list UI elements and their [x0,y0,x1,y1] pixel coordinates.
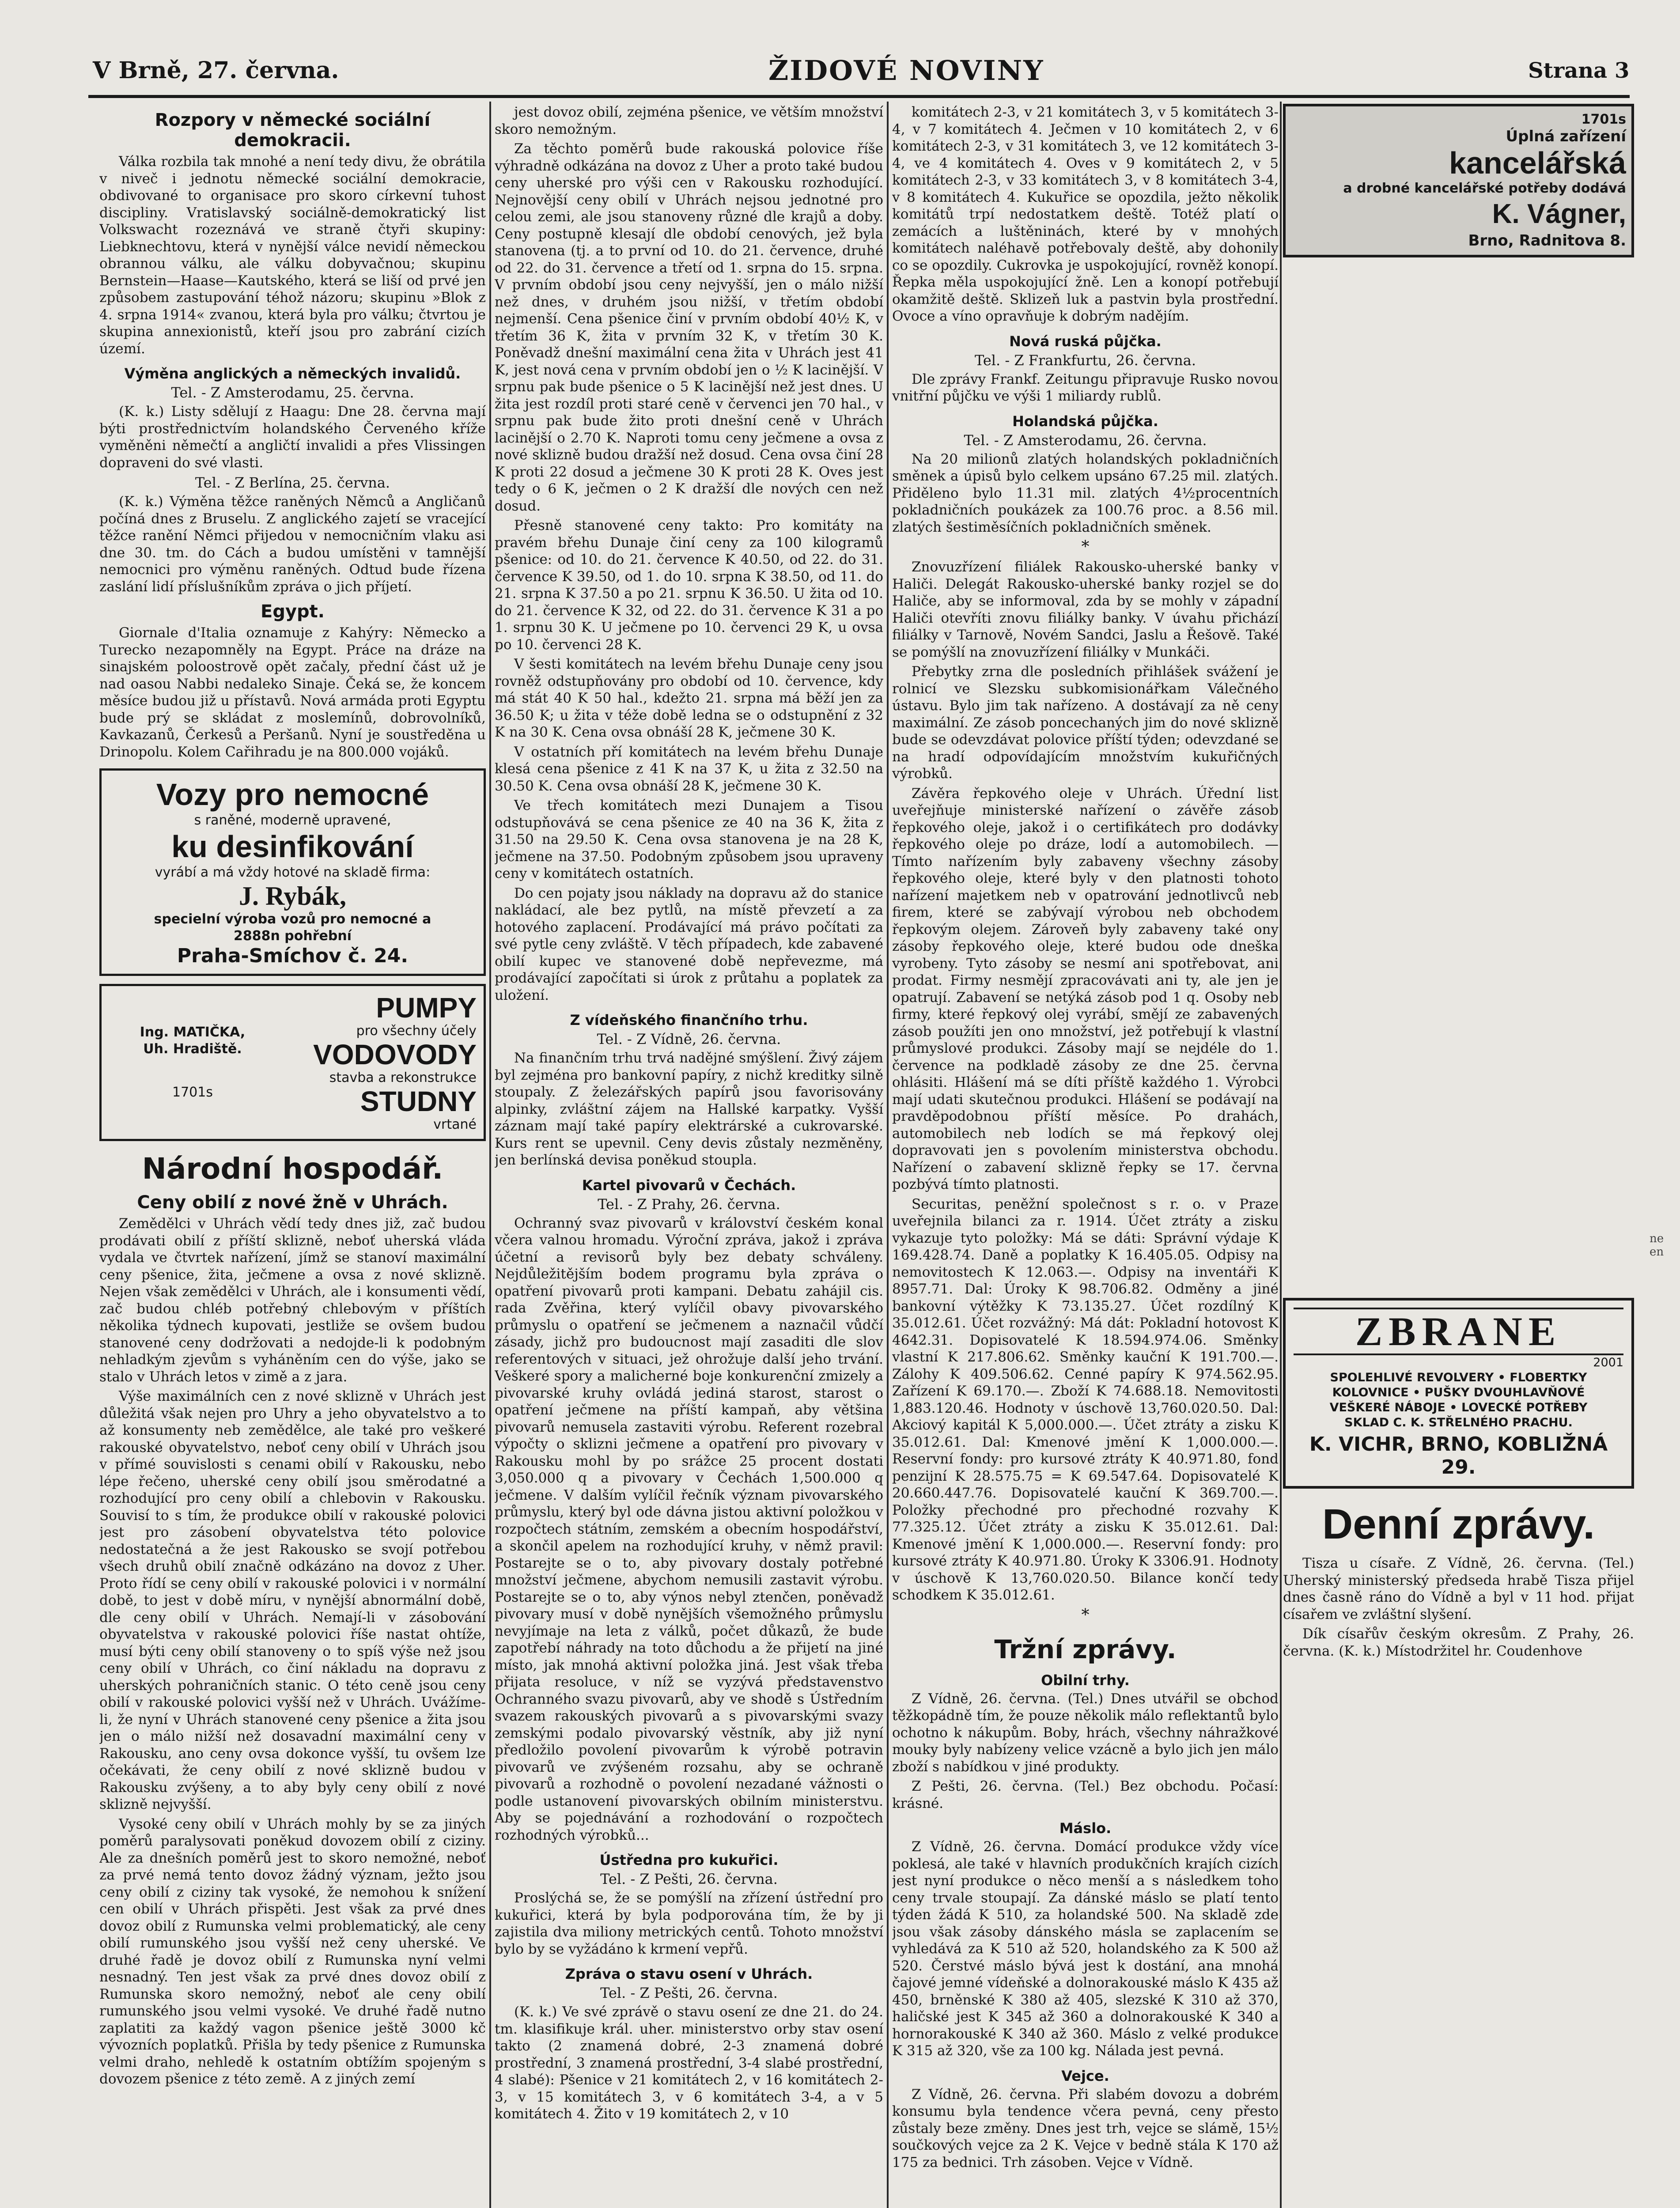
column-3 [892,104,1279,2208]
advertisement-pumpy [99,984,486,1141]
margin-fragment: ne en [1650,1232,1664,1259]
ad-line: SKLAD C. K. STŘELNÉHO PRACHU. [1344,1416,1573,1429]
advertisement-vozy [99,768,486,976]
ad-line: s raněné, moderně upravené, [194,813,391,828]
article-body: Z Vídně, 26. června. Domácí produkce vždy více poklesá, ale také v hlavních produkčních krajích cizích jest nyní produkce o něco menší a s následkem toho ceny trvale stoupají. Za dánské máslo se platí tento týden žádá K 510, za holandské 500. Na skladě zde jsou však zásoby dánského másla se zaplacením se vyhledává za K 510 až 520, holandského za K 500 až 520. Čerstvé máslo bývá jest k dostání, ana mnohá čajové jemné vídeňské a dolnorakouské máslo K 435 až 450, brněnské K 380 až 405, slezské K 310 až 370, haličské jest K 345 až 360 a dolnorakouské K 340 a hornorakouské K 340 až 360. Máslo z velké produkce K 315 až 320, vše za 100 kg. Nálada jest pevná. [892,1839,1279,2059]
dateline: Tel. - Z Berlína, 25. června. [195,474,390,491]
article-title-obilni-trhy: Obilní trhy. [1041,1671,1130,1689]
article-title-stav-oseni: Zpráva o stavu osení v Uhrách. [565,1966,813,1982]
ad-code: 2001 [1593,1356,1623,1369]
ad-line: VEŠKERÉ NÁBOJE • LOVECKÉ POTŘEBY [1329,1401,1588,1414]
column-divider [887,102,889,2208]
article-body: Z Vídně, 26. června. (Tel.) Dnes utvářil se obchod těžkopádně tím, že pouze několik málo reflektantů bylo ochotno k nákupům. Boby, hrách, všechny náhražkové mouky byly nabízeny velice vzácně a bylo jich jen málo zboží s nabídkou v jiné produkty. [892,1690,1279,1775]
article-body: Přebytky zrna dle posledních přihlášek svážení je rolnicí ve Slezsku subkomisionářkam Válečného ústavu. Bylo jim tak nařízeno. A dostávají za ně ceny maximální. Ze zásob poncechaných jim do nové sklizně bude se odevzdávat polovice příští týden; odevzdané se na hradí odpovídajícím množstvím kukuřičných výrobků. [892,664,1279,782]
ad-product: PUMPY [376,992,477,1024]
article-body: Na finančním trhu trvá nadějné smýšlení. Živý zájem byl zejména pro bankovní papíry, z nichž kreditky silně stoupaly. Z železářských papírů jsou favorisovány alpinky, zvláštní zájem na Hallské karpatky. Vyšší záznam mají také papíry elektrárské a cukrovarské. Kurs rent se upevnil. Ceny devis zůstaly nezměněny, jen berlínská devisa poněkud stoupla. [495,1050,883,1168]
ad-line: Úplná zařízení [1506,128,1626,145]
article-body: (K. k.) Ve své zprávě o stavu osení ze dne 21. do 24. tm. klasifikuje král. uher. ministerstvo orby stav osení takto (2 znamená dobré, 2-3 znamená dobré prostřední, 3 znamená prostřední, 3-4 slabé prostřední, 4 slabé): Pšenice v 21 komitátech 2, v 16 komitátech 2-3, v 15 komitátech 3, v 6 komitátech 3-4, a v 5 komitátech 4. Žito v 19 komitátech 2, v 10 [495,2004,883,2122]
dateline: Tel. - Z Pešti, 26. června. [600,1871,778,1887]
ad-firm-name: J. Rybák, [239,881,346,911]
article-body: Za těchto poměrů bude rakouská polovice říše výhradně odkázána na dovoz z Uher a proto také budou ceny uherské pro výši cen v Rakousku rozhodující. Nejnovější ceny obilí v Uhrách nejsou jednotné pro celou zemi, ale jsou stanoveny různé dle krajů a doby. Ceny postupně klesají dle období cenových, jež byla stanovena (tj. a to první od 10. do 21. července, druhé od 22. do 31. července a třetí od 1. srpna do 15. srpna. V prvním období jsou ceny nejvyšší, jen o málo nižší než dnes, v druhém jsou nižší, v třetím období nejmenší. Cena pšenice činí v prvním období 40½ K, v třetím 36 K, žita v prvním 32 K, v třetím 30 K. Poněvadž dnešní maximální cena žita v Uhrách jest 41 K, jest nová cena v prvním období jen o ½ K lacinější. V srpnu pak bude pšenice o 5 K lacinější než jest dnes. U žita jest rozdíl proti staré ceně v červenci jen 70 hal., v srpnu pak bude žito proti dnešní ceně v Uhrách lacinější o 2.70 K. Naproti tomu ceny ječmene a ovsa z nové sklizně budou dražší než dosud. Cena ovsa činí 28 K proti 22 dosud a ječmene 30 K proti 28 K. Oves jest tedy o 6 K, ječmen o 2 K dražší dle nových cen než dosud. [495,141,883,514]
header-masthead: ŽIDOVÉ NOVINY [768,54,1044,87]
ad-line: SPOLEHLIVÉ REVOLVERY • FLOBERTKY [1330,1371,1587,1384]
article-title-ustredna: Ústředna pro kukuřici. [599,1852,779,1868]
article-title-kartel: Kartel pivovarů v Čechách. [582,1176,796,1194]
article-body: Securitas, peněžní společnost s r. o. v Praze uveřejnila bilanci za r. 1914. Účet ztráty a zisku vykazuje tyto položky: Má se dáti: Správní výdaje K 169.428.74. Daně a poplatky K 16.405.05. Odpisy na nemovitostech K 12.063.—. Odpisy na inventáři K 8957.71. Dal: Úroky K 98.706.82. Odměny a jiné bankovní výtěžky K 73.135.27. Účet rozdílný K 35.012.61. Účet rozvážný: Má dát: Pokladní hotovost K 4642.31. Dopisovatelé K 18.594.974.06. Směnky vlastní K 217.806.62. Směnky kauční K 191.700.—. Zálohy K 409.506.62. Cenné papíry K 974.562.95. Zařízení K 69.170.—. Zboží K 74.688.18. Nemovitosti 1,883.120.46. Hodnoty v úschově 13,760.020.50. Dal: Akciový kapitál K 5,000.000.—. Účet ztráty a zisku K 35.012.61. Dal: Kmenové jmění K 1,000.000.—. Reservní fondy: pro kursové ztráty K 40.971.80, fond penzijní K 28.575.75 = K 69.547.64. Dopisovatelé K 20.660.447.76. Dopisovatelé kauční K 369.700.—. Položky přechodné pro přechodné rozvahy K 77.325.12. Účet ztráty a zisku K 35.012.61. Dal: Kmenové jmění K 1,000.000.—. Reservní fondy: pro kursové ztráty K 40.971.80. Úroky K 3306.91. Hodnoty v úschově K 13,760.020.50. Bilance končí tedy schodkem K 35.012.61. [892,1196,1279,1603]
advertisement-vagner [1283,104,1634,257]
section-separator: * [1081,1606,1090,1624]
article-body: Na 20 milionů zlatých holandských pokladničních směnek a úpisů bylo celkem upsáno 67.25 mil. zlatých. Přiděleno bylo 11.31 mil. zlatých 4½procentních pokladničních poukázek za 100.76 proc. a 8.56 mil. zlatých šestiměsíčních pokladničních směnek. [892,451,1279,535]
ad-product-note: vrtané [433,1117,477,1132]
ad-firm-name: K. Vágner, [1492,199,1626,229]
ad-line: KOLOVNICE • PUŠKY DVOUHLAVŇOVÉ [1332,1386,1585,1399]
article-title-egypt: Egypt. [261,601,325,622]
article-body: (K. k.) Výměna těžce raněných Němců a Angličanů počíná dnes z Bruselu. Z anglického zajetí se vracející těžce ranění Němci přijedou v nemocničním vlaku asi dne 30. tm. do Cách a budou umístěni v tamnější nemocnici pro výměnu raněných. Odtud bude řízena zaslání lidí příslušníkům zpráva o jich příjetí. [99,494,486,595]
article-title-rozpory: Rozpory v německé sociální demokracii. [155,110,431,151]
section-title-denni-zpravy: Denní zprávy. [1322,1501,1595,1548]
ad-firm-town: Uh. Hradiště. [143,1041,242,1057]
dateline: Tel. - Z Frankfurtu, 26. června. [974,352,1196,369]
column-divider [1280,102,1282,2208]
ad-address: Praha-Smíchov č. 24. [177,945,409,967]
column-2 [495,104,883,2208]
ad-product: STUDNY [360,1085,477,1117]
article-body: Ochranný svaz pivovarů v království českém konal včera valnou hromadu. Výroční zpráva, jakož i zpráva účetní a revisorů byly bez debaty schváleny. Nejdůležitějším bodem programu byla zpráva o opatření pivovarů proti kampani. Debatu zahájil cis. rada Zvěřina, který vylíčil obavy pivovarského průmyslu o opatření se ječmenem a naznačil vůdčí zásady, jichž pro budoucnost mají zasaditi dle slov referentových v situaci, jež ohrožuje další jeho trvání. Veškeré spory a malicherné boje konkurenční zmizely a pivovarské kruhy ovládá jediná starost, starost o opatření ječmene na příští kampaň, aby většina pivovarů nemusela zastaviti výrobu. Referent rozebral výpočty o sklizni ječmene a opatření pro pivovary v Rakousku mohl by po srážce 25 procent dostati 3,050.000 q a pivovary v Čechách 1,500.000 q ječmene. V dalším vylíčil řečník význam pivovarského průmyslu, který byl ode dávna jistou aktivní položkou v rozpočtech státním, zemském a obecním hospodářství, a skončil apelem na rozhodující kruhy, v němž pravil: Postarejte se o to, aby pivovary dostaly potřebné množství ječmene, abychom nemusili zastavit výrobu. Postarejte se o to, aby výnos nebyl ztenčen, poněvadž pivovary musí v době nynějších všemožného průmyslu nevyjímaje na leta z válků, počet důkazů, že bude zapotřebí náhrady na toto důchodu a že přijetí na jiné místo, jak mnohá aktivní položka jiná. Jest však třeba přijata resoluce, v níž se vyzývá představenstvo Ochranného svazu pivovarů, aby ve shodě s Ústředním svazem rakouských pivovarů a s pivovarskými svazy zemskými podalo pivovarský věstník, aby již nyní předložilo povolení pivovarům k výrobě potravin pivovarů ve zvýšeném rozsahu, aby se ochraně pivovarů a rozhodně o povolení nezadané vážnosti o podle ustanovení pivovarských obilním ministerstvu. Aby se pojednávání a rozhodování o rozpočtech rozhodných výrobků... [495,1215,883,1843]
ad-headline: ku desinfikování [171,829,414,864]
article-body: jest dovoz obilí, zejména pšenice, ve větším množství skoro nemožným. [495,104,883,137]
article-body: Dle zprávy Frankf. Zeitungu připravuje Rusko novou vnitřní půjčku ve výši 1 miliardy rublů. [892,371,1279,404]
article-title-holandska: Holandská půjčka. [1012,412,1158,430]
article-body: Ve třech komitátech mezi Dunajem a Tisou odstupňovává se cena pšenice ze 40 na 36 K, žita z 31.50 na 29.50 K. Cena ovsa stanovena je na 28 K, ječmene na 37.50. Podobným způsobem jsou upraveny ceny v komitátech ostatních. [495,798,883,881]
ad-firm [109,1024,276,1101]
dateline: Tel. - Z Pešti, 26. června. [600,1985,778,2001]
article-body: komitátech 2-3, v 21 komitátech 3, v 5 komitátech 3-4, v 7 komitátech 4. Ječmen v 10 komitátech 2, v 6 komitátech 2-3, v 31 komitátech 3, ve 12 komitátech 3-4, ve 4 komitátech 4. Oves v 9 komitátech 2, v 5 komitátech 2-3, v 33 komitátech 3, v 8 komitátech 3-4, v 8 komitátech 4. Kukuřice se opozdila, ježto několik komitátů trpí nedostatkem deště. Totéž platí o zemácích a luštěninách, které by v mnohých komitátech naléhavě potřebovaly deště, aby dohonily co se opozdily. Cukrovka je uspokojující, rovněž konopí. Řepka měla uspokojující žně. Len a konopí potřebují okamžitě deště. Sklizeň luk a pastvin byla prostřední. Ovoce a víno opravňuje k dobrým nadějím. [892,104,1279,324]
article-body: (K. k.) Listy sdělují z Haagu: Dne 28. června mají býti prostřednictvím holandského Červeného kříže vyměněni němečtí a angličtí invalidi a přes Vlissingen dopraveni do své vlasti. [99,404,486,471]
article-title-ceny: Ceny obilí z nové žně v Uhrách. [137,1192,448,1213]
dateline: Tel. - Z Amsterodamu, 26. června. [964,431,1207,449]
column-4 [1283,104,1634,2208]
article-body: Znovuzřízení filiálek Rakousko-uherské banky v Haliči. Delegát Rakousko-uherské banky rozjel se do Haliče, aby se informoval, zda by se mohly v západní Haliči otevříti znovu filiálky banky. V úvahu přichází filiálky v Tarnově, Novém Sandci, Jaslu a Řešově. Také se pomýšlí na znovuzřízení filiálky v Munkáči. [892,559,1279,660]
article-title-vejce: Vejce. [1061,2067,1109,2084]
column-empty-area [1283,266,1634,1282]
column-1 [99,104,486,2208]
ad-product: VODOVODY [313,1039,477,1070]
ad-line: a drobné kancelářské potřeby dodává [1343,181,1626,196]
article-body-rozpory: Válka rozbila tak mnohé a není tedy divu, že obrátila v niveč i jednotu německé sociální demokracie, obdivované to organisace pro skoro církevní tuhost discipliny. Vratislavský sociálně-demokratický list Volkswacht rozeznává ve straně čtyři skupiny: Liebknechtovu, která v nynější válce nevidí německou obrannou válku, ale válku dobyvačnou; skupinu Bernstein—Haase—Kautského, která se liší od prvé jen způsobem zastupování téhož názoru; skupinu »Blok z 4. srpna 1914« zvanou, která byla pro válku; čtvrtou je skupina annexionistů, kteří jsou pro zabrání cizích území. [99,154,486,357]
ad-line: 2888n pohřební [234,928,352,944]
ad-offer [282,992,477,1133]
article-body: Závěra řepkového oleje v Uhrách. Úřední list uveřejňuje ministerské nařízení o závěře zásob řepkového oleje, jakož i o certifikátech pro dodávky řepkového oleje po dráze, lodí a automobilech. — Tímto nařízením byly zabaveny všechny zásoby řepkového oleje, které byly v den platnosti tohoto nařízení majetkem neb v opatrování jednotlivců neb firem, které se zabývají výrobou neb obchodem řepkovým olejem. Zároveň byly zabaveny také ony zásoby řepkového oleje, které budou ode dneška vyrobeny. Tyto zásoby se nesmí ani spotřebovat, ani prodat. Firmy nesmějí zpracovávati ani ty, ale jen je opatrují. Zabavení se netýká zásob pod 1 q. Osoby neb firmy, které řepkový olej vyrábí, smějí ze zabavených zásob použíti jen ono množství, jež potřebují k vlastní průmyslové produkci. Zásoby mají se nejdéle do 1. července na podkladě zásoby ze dne 25. června ohlásiti. Hlášení má se díti příště každého 1. Výrobci mají udati skutečnou produkci. Hlášení se podávají na pravděpodobnou příští měsíce. Po drahách, automobilech neb lodích se má řepkový olej dopravovati jen s povolením ministerstva obchodu. Nařízení o zabavení sklizně řepky se 17. června pozbývá tímto platnosti. [892,785,1279,1192]
section-separator: * [1081,538,1090,556]
advertisement-zbrane [1283,1298,1634,1489]
article-title-nova-pujcka: Nová ruská půjčka. [1009,333,1162,350]
article-body: V šesti komitátech na levém břehu Dunaje ceny jsou rovněž odstupňovány pro období od 10. července, kdy má stát 40 K 50 hal., kdežto 21. srpna má běží jen za 36.50 K; u žita v téže době ledna se o odstupnění z 32 K na 30 K. Cena ovsa obnáší 28 K, ječmene 30 K. [495,656,883,740]
ad-firm-name: Ing. MATIČKA, [140,1025,246,1040]
article-body: Tisza u císaře. Z Vídně, 26. června. (Tel.) Uherský ministerský předseda hrabě Tisza přijel dnes časně ráno do Vídně a byl v 11 hod. přijat císařem ve zvláštní slyšení. [1283,1555,1634,1622]
article-body: Z Vídně, 26. června. Při slabém dovozu a dobrém konsumu byla tendence včera pevná, ceny přesto zůstaly beze změny. Dnes jest trh, vejce se slámě, 15½ součkových vejce za 2 K. Vejce v bedně stála K 170 až 175 za bednici. Trh zásoben. Vejce v Vídně. [892,2086,1279,2170]
ad-address: K. VICHR, BRNO, KOBLIŽNÁ 29. [1309,1433,1608,1478]
ad-code: 1701s [172,1085,213,1100]
header-rule [88,95,1630,98]
article-title-maslo: Máslo. [1059,1820,1112,1837]
article-body: Dík císařův českým okresům. Z Prahy, 26. června. (K. k.) Místodržitel hr. Coudenhove [1283,1626,1634,1659]
ad-line: vyrábí a má vždy hotové na skladě firma: [155,865,431,880]
article-body: Vysoké ceny obilí v Uhrách mohly by se za jiných poměrů paralysovati poněkud dovozem obilí z ciziny. Ale za dnešních poměrů jest to skoro nemožné, neboť za prvé nemá tento dovoz žádný význam, ježto jsou ceny obilí z ciziny tak vysoké, že nemohou k snížení cen obilí v Uhrách přispěti. Jest však za prvé dnes dovoz obilí z Rumunska velmi problematický, ale ceny obilí rumunského jsou vyšší než ceny uherské. Ve druhé řadě je dovoz obilí z Rumunska nyní velmi nesnadný. Ten jest však za prvé dnes dovoz obilí z Rumunska skoro nemožný, neboť ale ceny obilí rumunského jsou velmi vysoké. Ve druhé řadě nutno zaplatiti za každý vagon pšenice ještě 3000 kč vývozních poplatků. Přišla by tedy pšenice z Rumunska velmi draho, nehledě k ostatním obtížím spojeným s dovozem pšenice z této země. A z jiných zemí [99,1816,486,2087]
article-title-vid: Z vídeňského finančního trhu. [570,1012,808,1028]
dateline: Tel. - Z Prahy, 26. června. [598,1195,780,1213]
article-body: Výše maximálních cen z nové sklizně v Uhrách jest důležitá však nejen pro Uhry a jeho obyvatelstvo a to až konsumenty neb zemědělce, ale také pro veškeré rakouské obyvatelstvo, neboť ceny obilí v Uhrách jsou v přímé souvislosti s cenami obilí v Rakousku, nebo lépe řečeno, uherské ceny obilí jsou směrodatné a rozhodující pro ceny obilí a chlebovin v Rakousku. Souvisí to s tím, že produkce obilí v rakouské polovici jest pro zásobení obyvatelstva této polovice nedostatečná a že jest Rakousko se svojí potřebou všech druhů obilí značně odkázáno na dovoz z Uher. Proto řídí se ceny obilí v rakouské polovici i v normální době, to jest v době míru, v nynější abnormální době, dle ceny obilí v Uhrách. Nemají-li v zásobování obyvatelstva v rakouské polovici říše nastat ohtíže, musí býti ceny obilí stanoveny o to spíš výše než jsou ceny obilí v Uhrách, co činí nákladu na dopravu z uherských pohraničních stanic. O této ceně jsou ceny obilí v rakouské polovici vyšší než v Uhrách. Uvážíme-li, že nyní v Uhrách stanovené ceny pšenice a žita jsou jen o málo nižší než dosavadní maximální ceny v Rakousku, ano ceny ovsa dokonce vyšší, tu ovšem lze očekávati, že ceny obilí z nové sklizně budou v Rakousku zvýšeny, a to aby byly ceny obilí z nové sklizně nejvyšší. [99,1388,486,1812]
ad-address: Brno, Radnitova 8. [1468,232,1626,250]
ad-code: 1701s [1581,112,1626,127]
ad-headline: kancelářská [1449,146,1626,180]
article-title-vymena: Výměna anglických a německých invalidů. [124,365,461,382]
ad-headline: Vozy pro nemocné [156,777,429,812]
article-body: Přesně stanovené ceny takto: Pro komitáty na pravém břehu Dunaje činí ceny za 100 kilogramů pšenice: od 10. do 21. července K 40.50, od 22. do 31. července K 39.50, od 1. do 10. srpna K 38.50, od 11. do 21. srpna K 37.50 a po 21. srpnu K 36.50. U žita od 10. do 21. července K 32, od 22. do 31. července K 31 a po 1. srpnu 30 K. U ječmene po 10. červenci 29 K, u ovsa po 10. červenci 28 K. [495,518,883,653]
ad-headline: ZBRANE [1294,1308,1623,1355]
header-date: V Brně, 27. června. [93,57,339,84]
article-body: Zemědělci v Uhrách vědí tedy dnes již, zač budou prodávati obilí z příští sklizně, neboť uherská vláda vydala ve čtvrtek nařízení, jímž se stanoví maximální ceny pšenice, žita, ječmene a ovsa z nové sklizně. Nejen však zemědělci v Uhrách, ale i konsumenti vědí, zač budou chléb potřebný chlebovým v příštích několika týdnech kupovati, jestliže se ovšem budou stanovené ceny dodržovati a nedojde-li k podobným nehladkým zjevům s vyháněním cen do výše, jako se stalo v Uhrách letos v zimě a z jara. [99,1216,486,1385]
article-body: Z Pešti, 26. června. (Tel.) Bez obchodu. Počasí: krásné. [892,1778,1279,1811]
article-body-egypt: Giornale d'Italia oznamuje z Kahýry: Německo a Turecko nezapomněly na Egypt. Práce na dráze na sinajském poloostrově opět začaly, přední část už je nad oasou Nabbi nedaleko Sinaje. Čeká se, že koncem měsíce budou již u přístavů. Nová armáda proti Egyptu bude prý se skládat z moslemínů, dobrovolníků, Kavkazanů, Čerkesů a Peršanů. Nyní je soustředěna u Drinopolu. Kolem Cařihradu je na 800.000 vojáků. [99,625,486,760]
dateline: Tel. - Z Vídně, 26. června. [597,1031,781,1047]
column-divider [489,102,491,2208]
ad-line: specielní výroba vozů pro nemocné a [154,911,431,927]
article-body: Do cen pojaty jsou náklady na dopravu až do stanice nakládací, ale bez pytlů, na místě převzetí a za hotového zaplacení. Prodávající má právo počítati za své pytle ceny zvláště. V těch případech, kde zabavené obilí kupec ve stanovené době nepřevezme, má prodávající započítati si úrok z průtahu a poplatek za uložení. [495,885,883,1003]
ad-product-note: pro všechny účely [356,1023,477,1039]
article-body: V ostatních pří komitátech na levém břehu Dunaje klesá cena pšenice z 41 K na 37 K, u žita z 32.50 na 30.50 K. Cena ovsa obnáší 28 K, ječmene 30 K. [495,744,883,794]
ad-product-note: stavba a rekonstrukce [329,1070,477,1085]
header-page-number: Strana 3 [1528,58,1630,83]
section-title-trzni-zpravy: Tržní zprávy. [994,1634,1177,1664]
section-title-narodni-hospodar: Národní hospodář. [142,1152,443,1186]
article-body: Proslýchá se, že se pomýšlí na zřízení ústřední pro kukuřici, která by byla podporována tím, že by ji zajistila dva miliony metrických centů. Tohoto množství bylo by se vyžádáno k krmení vepřů. [495,1890,883,1957]
dateline: Tel. - Z Amsterodamu, 25. června. [171,384,414,401]
